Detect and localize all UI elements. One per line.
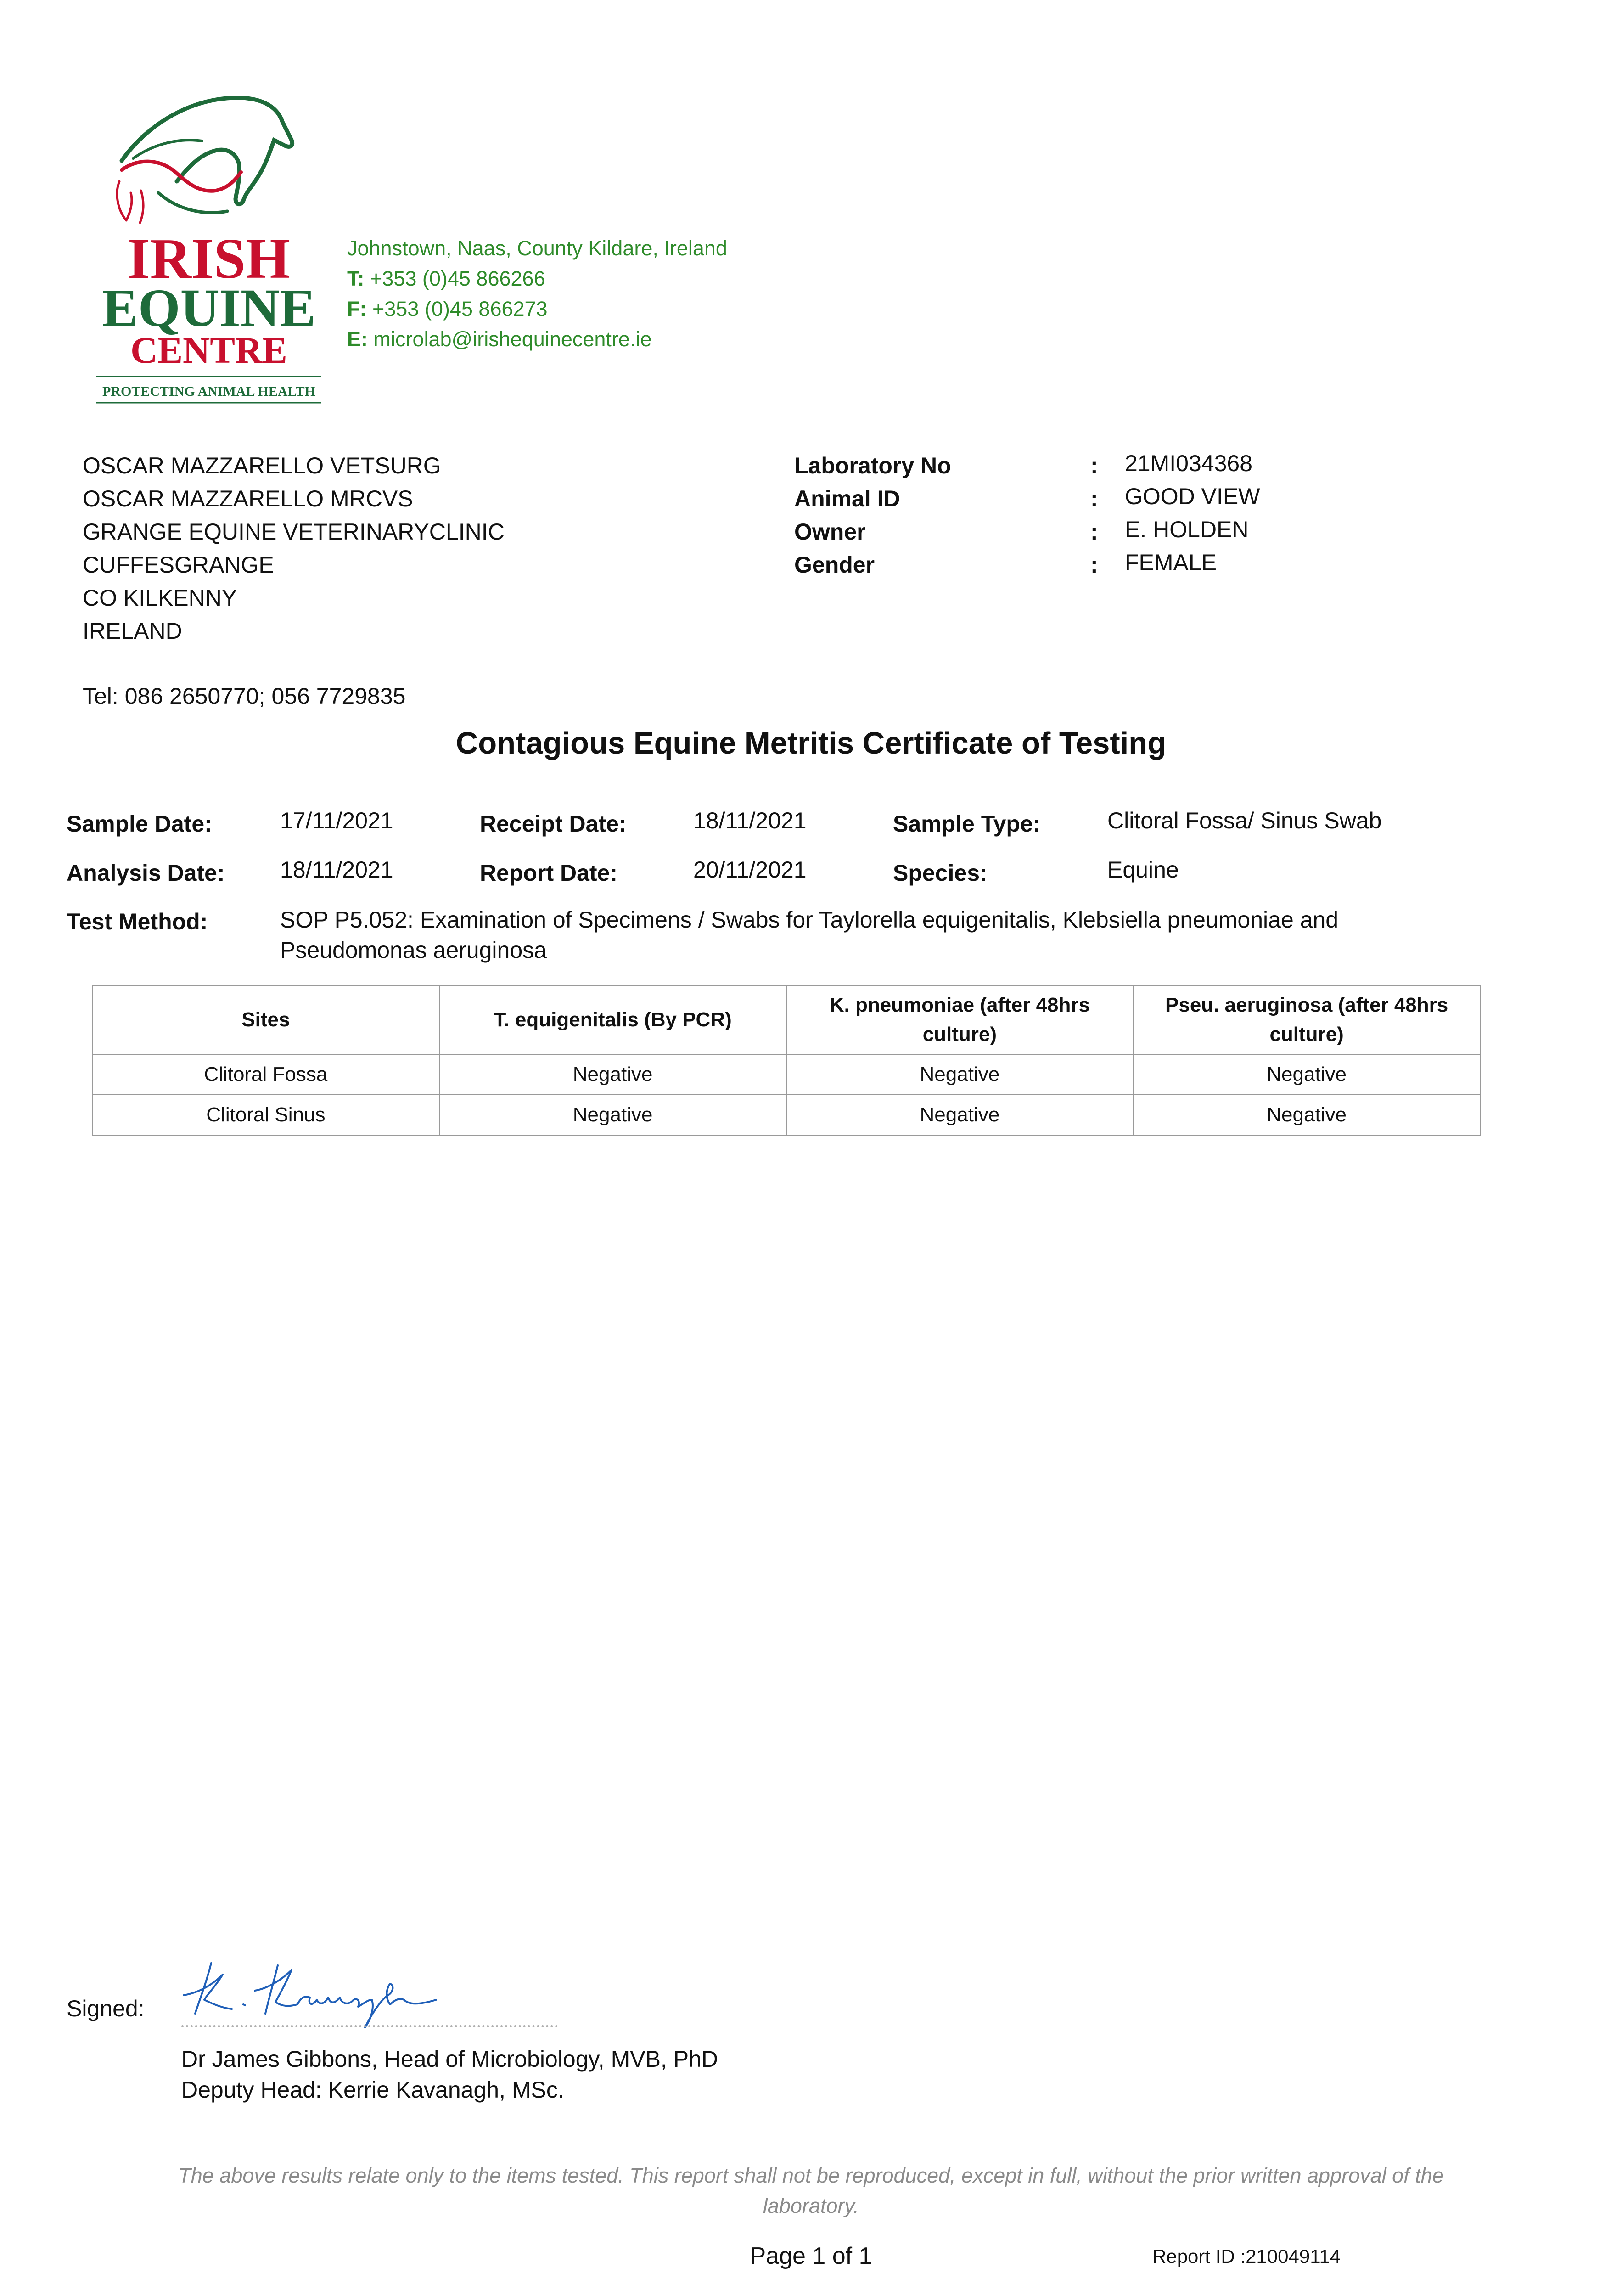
gender-label: Gender bbox=[794, 552, 875, 578]
certificate-title: Contagious Equine Metritis Certificate of Testing bbox=[455, 726, 1167, 760]
horse-swoosh-green-stroke bbox=[158, 193, 227, 213]
page-number: Page 1 of 1 bbox=[750, 2243, 872, 2269]
signature-stroke bbox=[184, 1963, 436, 2027]
table-cell-result: Negative bbox=[439, 1095, 786, 1135]
table-cell-result: Negative bbox=[786, 1095, 1134, 1135]
contact-phone-label: T: bbox=[347, 267, 365, 290]
logo-word-equine: EQUINE bbox=[102, 278, 316, 338]
table-cell-site: Clitoral Fossa bbox=[92, 1054, 439, 1095]
owner-label: Owner bbox=[794, 519, 866, 545]
contact-email-label: E: bbox=[347, 327, 368, 351]
report-date-label: Report Date: bbox=[480, 860, 618, 886]
recipient-line-4: CUFFESGRANGE bbox=[83, 552, 274, 578]
contact-fax-value: +353 (0)45 866273 bbox=[372, 297, 548, 321]
animal-id-colon: : bbox=[1090, 486, 1098, 512]
contact-fax bbox=[347, 294, 548, 324]
recipient-line-3: GRANGE EQUINE VETERINARYCLINIC bbox=[83, 519, 505, 545]
test-method-label: Test Method: bbox=[67, 909, 208, 934]
recipient-line-6: IRELAND bbox=[83, 618, 182, 644]
table-cell-result: Negative bbox=[786, 1054, 1134, 1095]
logo-word-centre: CENTRE bbox=[130, 329, 287, 371]
contact-phone-value: +353 (0)45 866266 bbox=[370, 267, 545, 290]
irish-equine-centre-logo bbox=[90, 94, 328, 411]
sample-date-value: 17/11/2021 bbox=[280, 808, 393, 833]
column-header-sites: Sites bbox=[92, 985, 439, 1054]
signed-label: Signed: bbox=[67, 1996, 145, 2021]
horse-outline-red-stroke bbox=[122, 162, 241, 191]
contact-fax-label: F: bbox=[347, 297, 367, 321]
handwritten-signature bbox=[179, 1954, 500, 2032]
lab-no-label: Laboratory No bbox=[794, 453, 951, 478]
column-header-t-equigenitalis: T. equigenitalis (By PCR) bbox=[439, 985, 786, 1054]
column-header-k-pneumoniae: K. pneumoniae (after 48hrs culture) bbox=[786, 985, 1134, 1054]
table-cell-result: Negative bbox=[439, 1054, 786, 1095]
table-cell-site: Clitoral Sinus bbox=[92, 1095, 439, 1135]
animal-id-value: GOOD VIEW bbox=[1125, 484, 1260, 509]
table-row bbox=[92, 1054, 1480, 1095]
recipient-tel: Tel: 086 2650770; 056 7729835 bbox=[83, 683, 406, 709]
analysis-date-label: Analysis Date: bbox=[67, 860, 225, 886]
disclaimer-text: The above results relate only to the items tested. This report shall not be reproduced, except in full, without the prior written approval of the laboratory. bbox=[178, 2164, 1444, 2217]
horse-neck-green-stroke bbox=[133, 140, 202, 158]
deputy-head-name: Deputy Head: Kerrie Kavanagh, MSc. bbox=[181, 2077, 564, 2103]
owner-colon: : bbox=[1090, 519, 1098, 545]
sample-type-label: Sample Type: bbox=[893, 811, 1041, 837]
results-table bbox=[92, 985, 1481, 1136]
gender-colon: : bbox=[1090, 552, 1098, 578]
contact-email-value: microlab@irishequinecentre.ie bbox=[373, 327, 652, 351]
gender-value: FEMALE bbox=[1125, 550, 1217, 575]
species-value: Equine bbox=[1107, 857, 1179, 883]
recipient-line-5: CO KILKENNY bbox=[83, 585, 237, 611]
test-method-value: SOP P5.052: Examination of Specimens / Swabs for Taylorella equigenitalis, Klebsiella pneumoniae and Pseudomonas aeruginosa bbox=[280, 907, 1339, 963]
logo-tagline: PROTECTING ANIMAL HEALTH bbox=[102, 384, 315, 399]
animal-id-label: Animal ID bbox=[794, 486, 900, 512]
column-header-pseu-aeruginosa: Pseu. aeruginosa (after 48hrs culture) bbox=[1133, 985, 1480, 1054]
receipt-date-label: Receipt Date: bbox=[480, 811, 627, 837]
signer-name: Dr James Gibbons, Head of Microbiology, MVB, PhD bbox=[181, 2046, 718, 2072]
contact-email bbox=[347, 324, 651, 355]
recipient-line-2: OSCAR MAZZARELLO MRCVS bbox=[83, 486, 413, 512]
contact-address: Johnstown, Naas, County Kildare, Ireland bbox=[347, 236, 727, 260]
table-cell-result: Negative bbox=[1133, 1054, 1480, 1095]
table-header-row bbox=[92, 985, 1480, 1054]
report-date-value: 20/11/2021 bbox=[693, 857, 807, 883]
lab-no-value: 21MI034368 bbox=[1125, 450, 1253, 476]
receipt-date-value: 18/11/2021 bbox=[693, 808, 807, 833]
sample-type-value: Clitoral Fossa/ Sinus Swab bbox=[1107, 808, 1382, 833]
table-row bbox=[92, 1095, 1480, 1135]
analysis-date-value: 18/11/2021 bbox=[280, 857, 393, 883]
horse-foal-red-stroke bbox=[117, 181, 143, 223]
lab-no-colon: : bbox=[1090, 453, 1098, 478]
logo-word-irish: IRISH bbox=[127, 227, 291, 291]
species-label: Species: bbox=[893, 860, 988, 886]
report-id: Report ID :210049114 bbox=[1152, 2245, 1341, 2267]
owner-value: E. HOLDEN bbox=[1125, 517, 1249, 542]
contact-phone bbox=[347, 264, 545, 294]
sample-date-label: Sample Date: bbox=[67, 811, 212, 837]
recipient-line-1: OSCAR MAZZARELLO VETSURG bbox=[83, 453, 441, 478]
table-cell-result: Negative bbox=[1133, 1095, 1480, 1135]
signature-line bbox=[181, 2025, 558, 2027]
